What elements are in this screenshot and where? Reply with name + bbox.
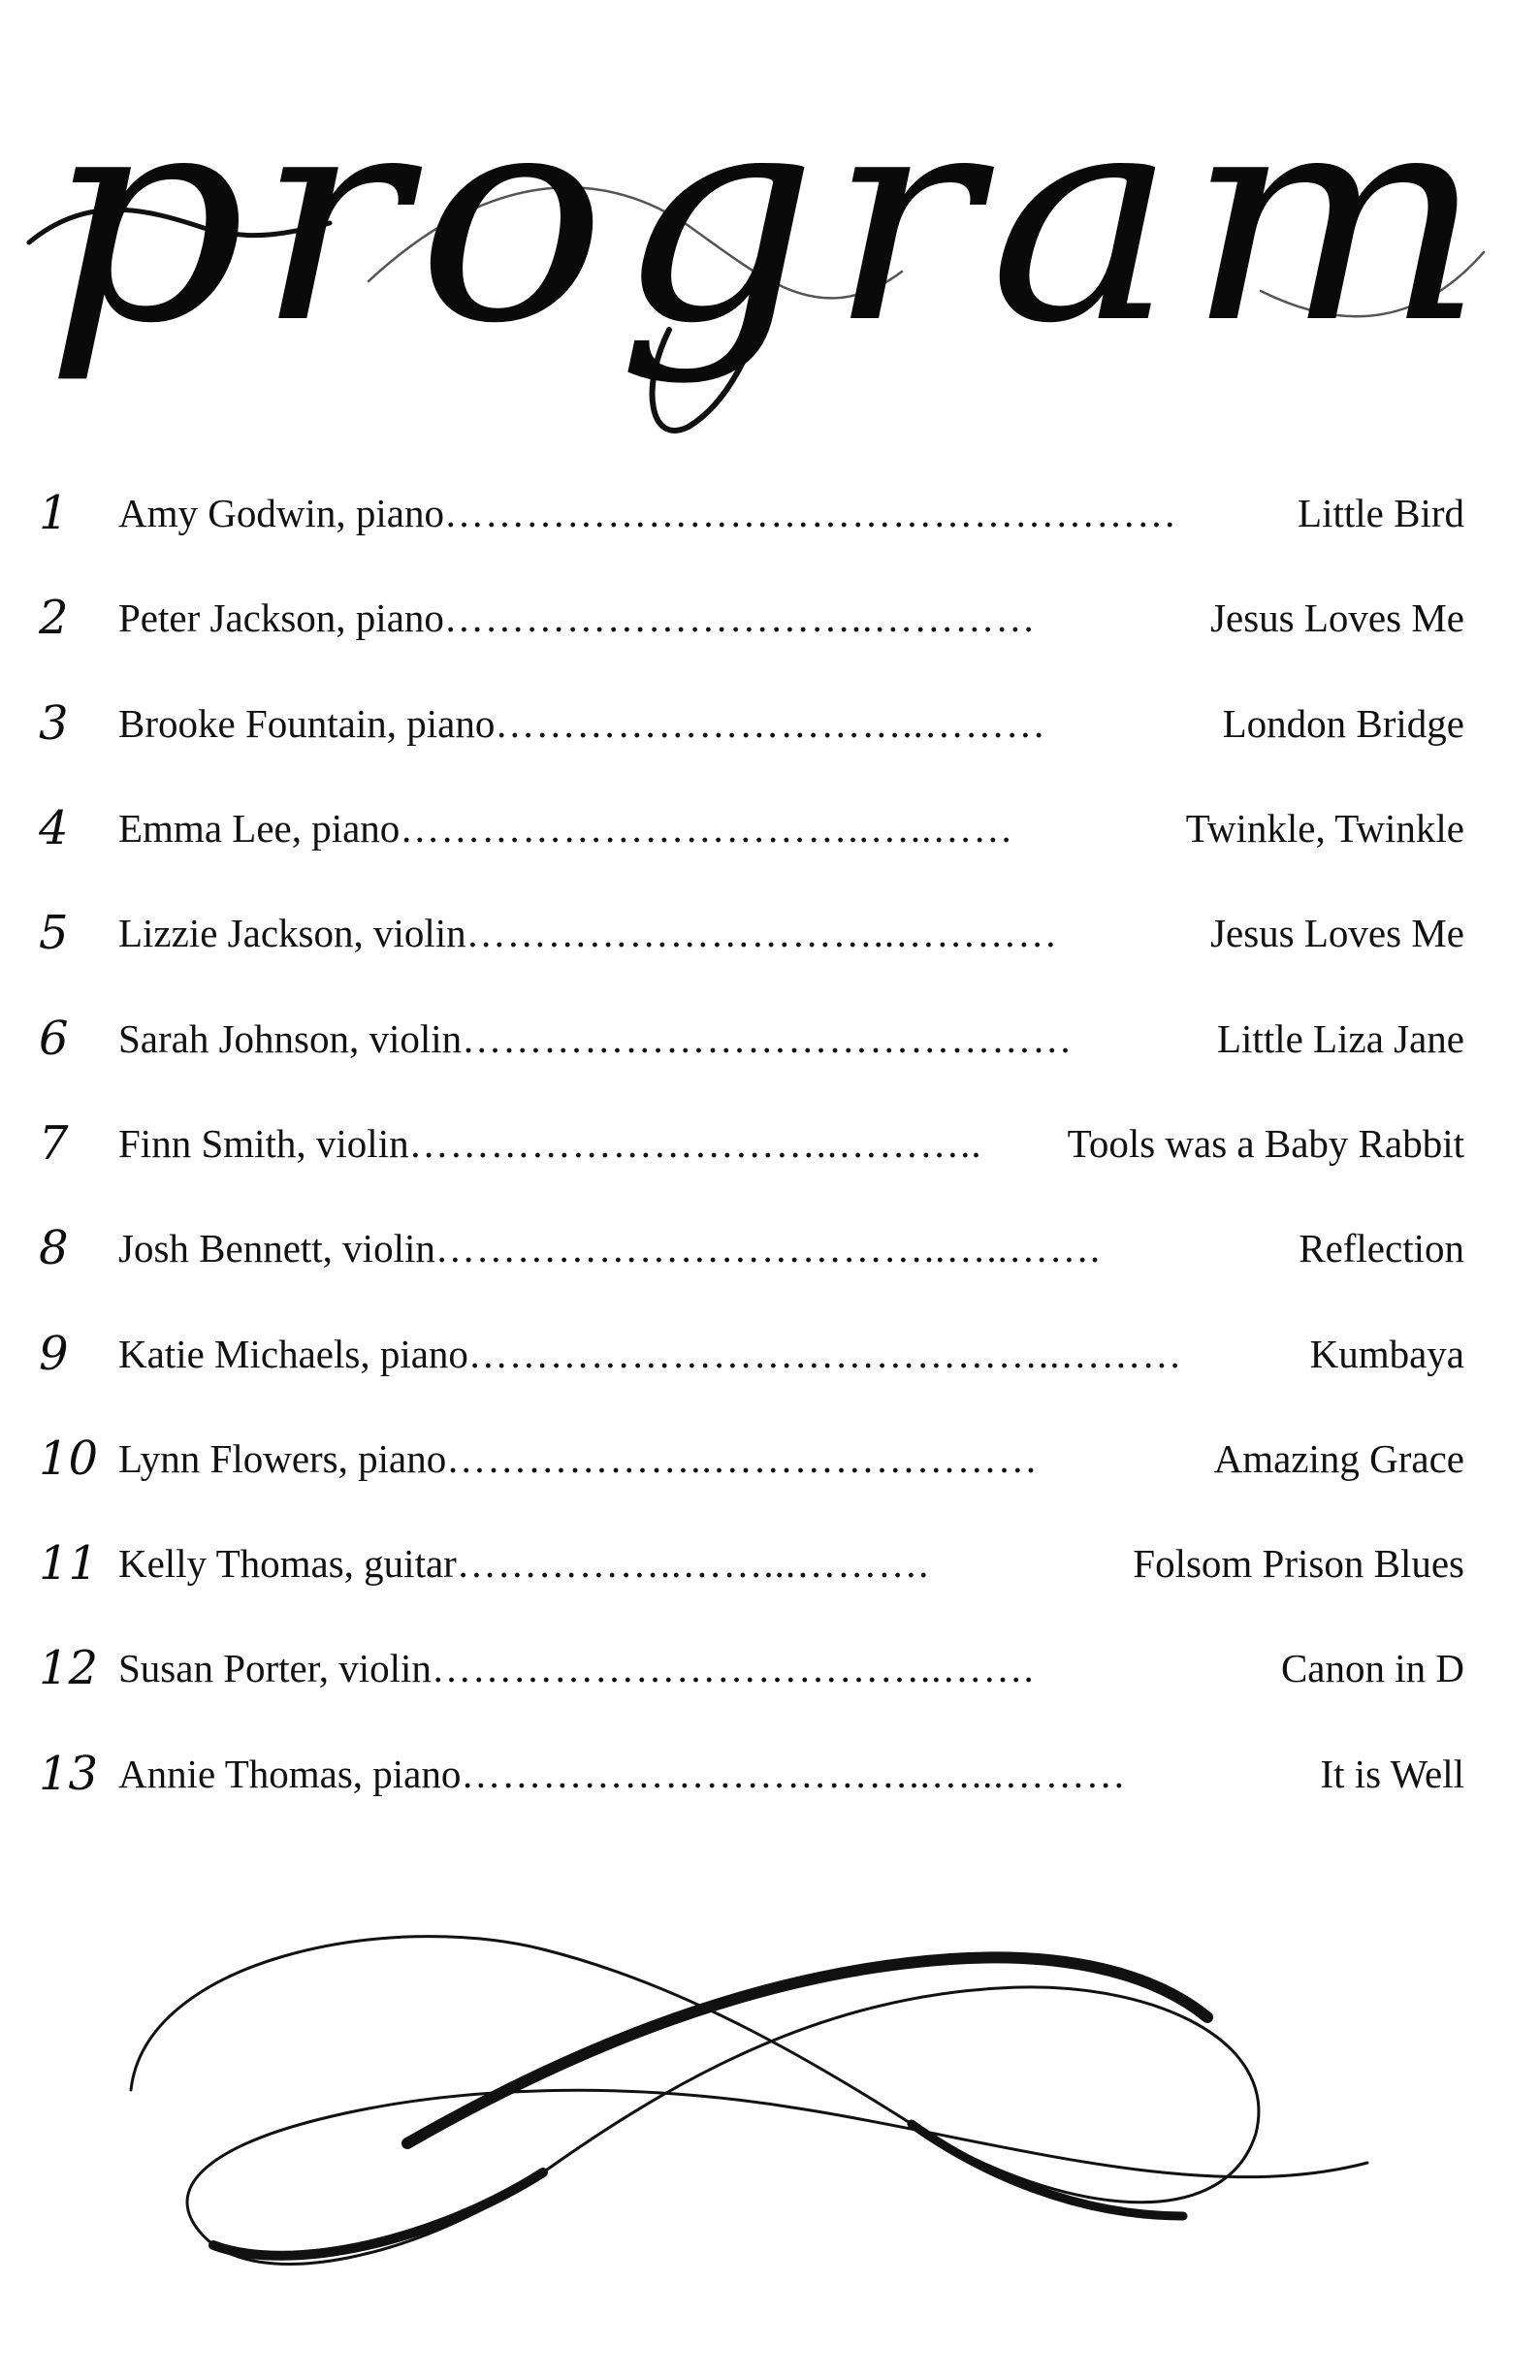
- piece-title: Little Liza Jane: [1217, 1015, 1464, 1061]
- program-item: [29, 1616, 1464, 1721]
- dot-leader: ……………..……...……….: [456, 1541, 930, 1587]
- program-item: [29, 461, 1464, 565]
- item-number: 2: [39, 591, 69, 646]
- program-item: [29, 1091, 1464, 1196]
- piece-title: Folsom Prison Blues: [1133, 1541, 1464, 1587]
- performer-name: Brooke Fountain, piano: [118, 700, 496, 746]
- program-item: [29, 671, 1464, 776]
- dot-leader: ……………………………..…..……: [400, 806, 1014, 852]
- program-item: [29, 1721, 1464, 1826]
- performer-name: Susan Porter, violin: [118, 1646, 432, 1691]
- piece-title: Kumbaya: [1309, 1331, 1464, 1376]
- program-item: [29, 1511, 1464, 1616]
- piece-title: Jesus Loves Me: [1210, 595, 1464, 641]
- program-item: [29, 881, 1464, 985]
- piece-title: Twinkle, Twinkle: [1185, 806, 1464, 852]
- page-title: program: [45, 48, 1495, 387]
- performer-name: Amy Godwin, piano: [118, 491, 444, 536]
- item-line: [118, 1536, 1464, 1591]
- dot-leader: …………………………..…………: [465, 911, 1059, 956]
- dot-leader: ………………………………..…..…….: [434, 1226, 1102, 1271]
- infinity-swash-flourish: [0, 1881, 1540, 2289]
- performer-name: Josh Bennett, violin: [118, 1226, 435, 1271]
- performer-name: Peter Jackson, piano: [118, 595, 444, 641]
- program-item: [29, 776, 1464, 881]
- item-line: [118, 801, 1464, 855]
- piece-title: Tools was a Baby Rabbit: [1067, 1120, 1464, 1166]
- item-line: [118, 591, 1464, 645]
- dot-leader: …………………………..………..: [408, 1120, 982, 1166]
- performer-name: Kelly Thomas, guitar: [118, 1541, 457, 1587]
- item-number: 3: [39, 695, 69, 751]
- piece-title: Reflection: [1299, 1226, 1464, 1271]
- item-line: [118, 486, 1464, 540]
- dot-leader: …………………………..………: [495, 700, 1046, 746]
- item-number: 6: [39, 1011, 69, 1066]
- item-number: 10: [39, 1431, 99, 1486]
- piece-title: Amazing Grace: [1213, 1435, 1464, 1481]
- item-line: [118, 1641, 1464, 1695]
- performer-name: Lizzie Jackson, violin: [118, 911, 466, 956]
- item-number: 9: [39, 1326, 69, 1381]
- item-number: 4: [39, 801, 69, 856]
- item-line: [118, 1431, 1464, 1486]
- dot-leader: ……………………………………..………: [467, 1331, 1183, 1376]
- dot-leader: ………………..……………………: [446, 1435, 1039, 1481]
- performer-name: Katie Michaels, piano: [118, 1331, 468, 1376]
- dot-leader: ………………………………………………: [443, 491, 1177, 536]
- program-item: [29, 1301, 1464, 1405]
- piece-title: Canon in D: [1280, 1646, 1464, 1691]
- item-line: [118, 1116, 1464, 1171]
- item-line: [118, 1221, 1464, 1275]
- item-number: 1: [39, 486, 69, 541]
- item-number: 7: [39, 1115, 69, 1171]
- item-line: [118, 1327, 1464, 1381]
- program-item: [29, 1406, 1464, 1511]
- bottom-decoration: [0, 1881, 1540, 2289]
- item-line: [118, 1012, 1464, 1066]
- program-item: [29, 985, 1464, 1090]
- dot-leader: ………………………………………: [462, 1015, 1074, 1061]
- piece-title: Little Bird: [1298, 491, 1464, 536]
- dot-leader: ……………………………..…...………: [461, 1751, 1127, 1796]
- item-line: [118, 696, 1464, 751]
- performer-name: Lynn Flowers, piano: [118, 1435, 447, 1481]
- item-number: 5: [39, 906, 69, 961]
- item-number: 13: [39, 1746, 99, 1801]
- dot-leader: ………………………………..…….: [431, 1646, 1035, 1691]
- piece-title: London Bridge: [1222, 700, 1464, 746]
- program-item: [29, 1196, 1464, 1301]
- dot-leader: …………………………..…………: [443, 595, 1037, 641]
- program-item: [29, 565, 1464, 670]
- item-number: 12: [39, 1641, 99, 1696]
- piece-title: It is Well: [1320, 1751, 1464, 1796]
- item-number: 11: [39, 1536, 99, 1592]
- program-list: [29, 461, 1464, 1826]
- performer-name: Annie Thomas, piano: [118, 1751, 462, 1796]
- performer-name: Emma Lee, piano: [118, 806, 401, 852]
- item-line: [118, 906, 1464, 960]
- piece-title: Jesus Loves Me: [1210, 911, 1464, 956]
- item-number: 8: [39, 1221, 69, 1276]
- performer-name: Sarah Johnson, violin: [118, 1015, 463, 1061]
- program-header: [0, 39, 1540, 456]
- item-line: [118, 1747, 1464, 1801]
- performer-name: Finn Smith, violin: [118, 1120, 409, 1166]
